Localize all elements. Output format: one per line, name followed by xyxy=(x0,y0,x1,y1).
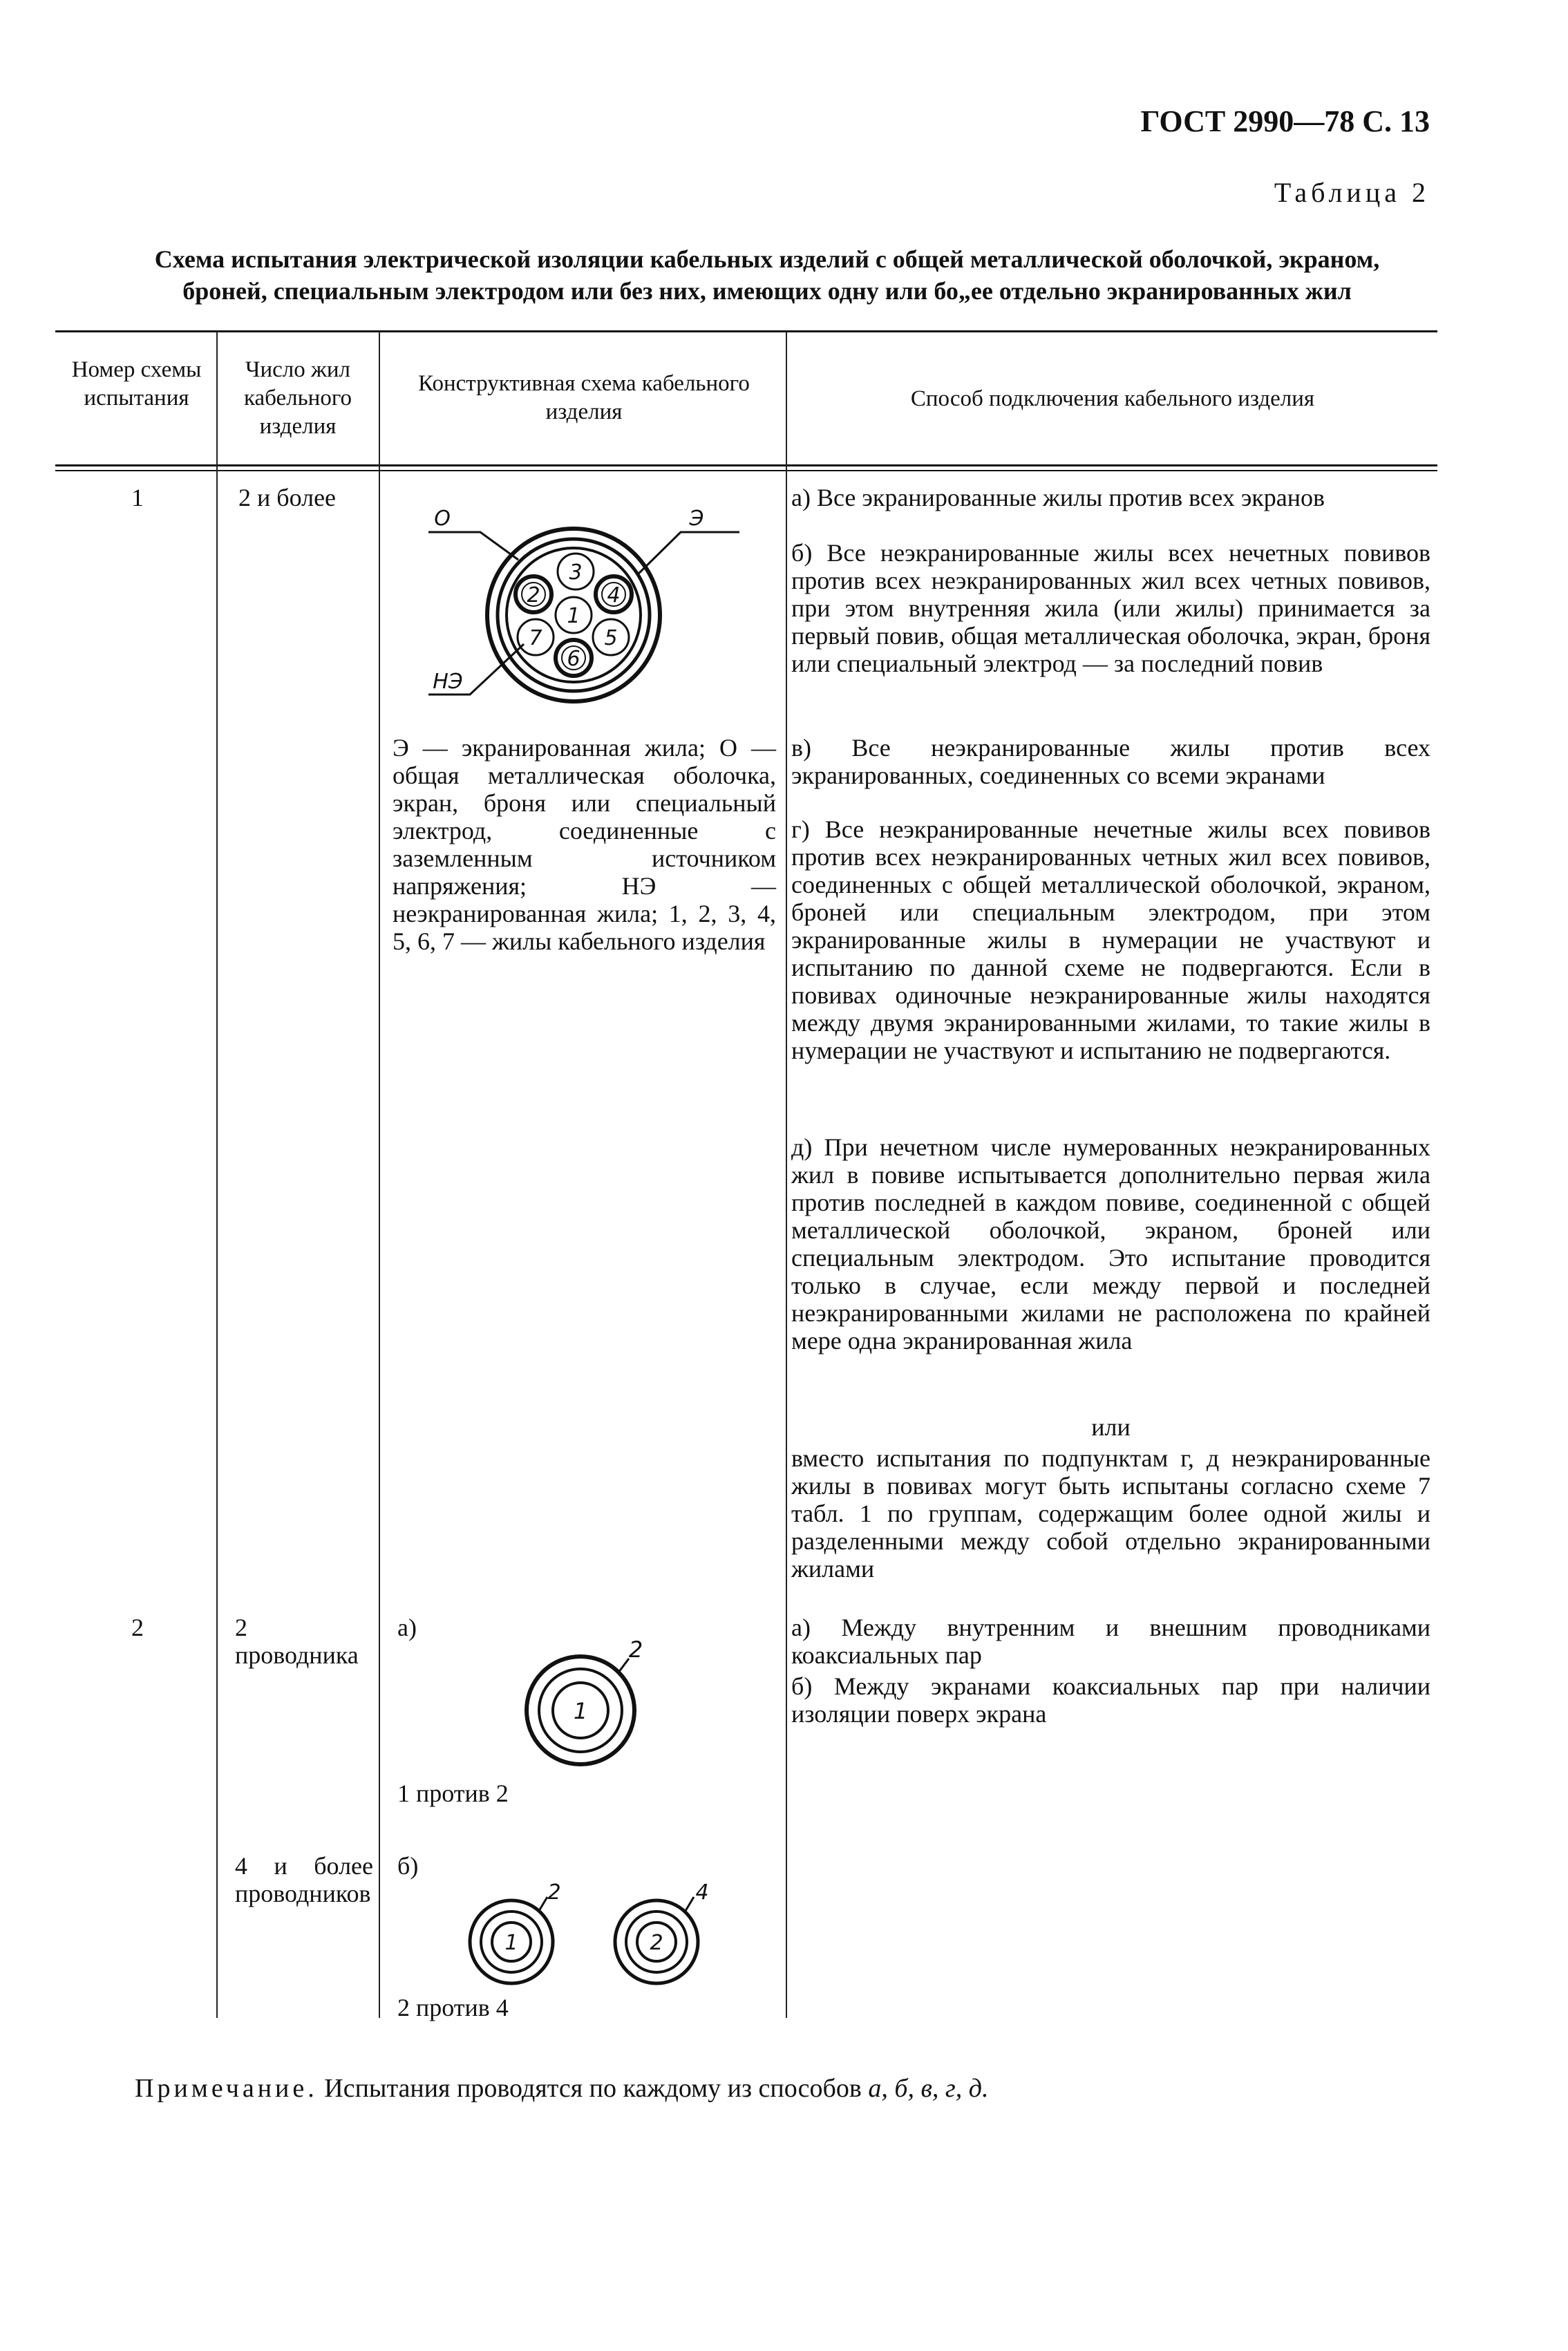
row1-method-b: б) Все неэкранированные жилы всех нечетных повивов против всех неэкранированных жил всех четных повивов, при этом внутренняя жила (или жилы) принимается за первый повив, общая металлическая оболочка, экран, броня или специальный электрод — за последний повив xyxy=(791,539,1430,677)
label-o: О xyxy=(434,507,451,531)
table-title-line-1: Схема испытания электрической изоляции кабельных изделий с общей металлической оболочкой, экраном, xyxy=(154,245,1380,273)
header-bottom-rule xyxy=(55,464,1437,466)
table-top-rule xyxy=(55,330,1437,332)
table-title-line-2: броней, специальным электродом или без них, имеющих одну или бо„ее отдельно экранированных жил xyxy=(182,277,1352,305)
note-text: Испытания проводятся по каждому из способов xyxy=(324,2074,862,2103)
page-header: ГОСТ 2990—78 С. 13 xyxy=(1140,104,1430,138)
coax-left-leader xyxy=(539,1897,547,1911)
column-divider-1 xyxy=(216,332,218,2018)
table-label: Таблица 2 xyxy=(1274,177,1430,208)
label-e: Э xyxy=(689,507,704,531)
row1-or: или xyxy=(1091,1413,1131,1441)
coax-right-label-outer: 4 xyxy=(695,1880,709,1905)
row2-diagram-a-label: а) xyxy=(397,1614,417,1641)
row2-diagram-a xyxy=(511,1638,650,1769)
core-label-3: 3 xyxy=(569,560,583,585)
row2-core-count-a: 2 проводника xyxy=(235,1614,359,1669)
row2-scheme-number: 2 xyxy=(131,1614,144,1641)
coax-right-label-inner: 2 xyxy=(650,1931,663,1955)
row1-diagram-legend: Э — экранированная жила; О — общая металлическая оболочка, экран, броня или специальный электрод, соединенные с заземленным источником напряжения; НЭ — неэкранированная жила; 1, 2, 3, 4, 5, 6, 7 — жилы кабельного изделия xyxy=(393,734,776,955)
row2-diagram-b-caption: 2 против 4 xyxy=(397,1994,509,2021)
coax-left-label-outer: 2 xyxy=(547,1880,561,1905)
row1-method-a: а) Все экранированные жилы против всех экранов xyxy=(791,484,1325,511)
core-label-1: 1 xyxy=(567,604,580,628)
column-header-core-count: Число жил кабельного изделия xyxy=(243,357,352,439)
row1-scheme-number: 1 xyxy=(131,484,144,511)
coax-left-label-inner: 1 xyxy=(504,1931,518,1955)
row1-core-count: 2 и более xyxy=(238,484,337,511)
core-label-5: 5 xyxy=(604,626,618,650)
coax-label-outer: 2 xyxy=(628,1638,643,1663)
row2-diagram-b-label: б) xyxy=(397,1852,419,1880)
core-label-6: 6 xyxy=(567,647,580,671)
column-header-connection-method: Способ подключения кабельного изделия xyxy=(910,386,1315,411)
row2-core-count-b: 4 и более проводников xyxy=(235,1852,373,1907)
column-header-design-scheme: Конструктивная схема кабельного изделия xyxy=(418,371,750,424)
leader-line-o xyxy=(428,532,518,560)
row1-method-v: в) Все неэкранированные жилы против всех экранированных, соединенных со всеми экранами xyxy=(791,734,1430,789)
row2-method-b: б) Между экранами коаксиальных пар при наличии изоляции поверх экрана xyxy=(791,1672,1430,1728)
table-note xyxy=(135,2073,988,2104)
row1-method-g: г) Все неэкранированные нечетные жилы всех повивов против всех неэкранированных четных жил всех повивов, соединенных с общей металлической оболочкой, экраном, броней или специальным электродом, при этом экранированные жилы в нумерации не участвуют и испытанию по данной схеме не подвергаются. Если в повивах одиночные неэкранированные жилы находятся между двумя экранированными жилами, то такие жилы в нумерации не участвуют и испытанию не подвергаются. xyxy=(791,815,1430,1064)
coax-leader xyxy=(618,1659,629,1672)
note-label: Примечание. xyxy=(135,2074,318,2103)
leader-line-e xyxy=(637,532,739,575)
row1-cable-diagram xyxy=(415,484,746,712)
coax-label-inner: 1 xyxy=(573,1698,588,1724)
row2-diagram-a-caption: 1 против 2 xyxy=(397,1779,509,1807)
column-header-scheme-number: Номер схемы испытания xyxy=(71,357,202,410)
label-ne: НЭ xyxy=(433,670,463,694)
coax-right-leader xyxy=(686,1897,694,1911)
row1-method-d: д) При нечетном числе нумерованных неэкранированных жил в повиве испытывается дополнительно первая жила против последней в каждом повиве, соединенной с общей металлической оболочкой, экраном, броней или специальным электродом. Это испытание проводится только в случае, если между первой и последней неэкранированными жилами не расположена по крайней мере одна экранированная жила xyxy=(791,1133,1430,1354)
column-divider-2 xyxy=(379,332,380,2018)
header-bottom-rule-2 xyxy=(55,470,1437,471)
table-title xyxy=(83,243,1451,307)
row2-method-a: а) Между внутренним и внешним проводниками коаксиальных пар xyxy=(791,1614,1430,1669)
core-label-2: 2 xyxy=(527,583,540,607)
core-label-7: 7 xyxy=(529,626,542,650)
row2-diagram-b xyxy=(456,1880,733,1990)
column-divider-3 xyxy=(786,332,787,2018)
note-items: а, б, в, г, д. xyxy=(868,2074,989,2103)
row1-alternative: вместо испытания по подпунктам г, д неэкранированные жилы в повивах могут быть испытаны согласно схеме 7 табл. 1 по группам, содержащим более одной жилы и разделенными между собой отдельно экранированными жилами xyxy=(791,1444,1430,1583)
core-label-4: 4 xyxy=(607,583,621,607)
